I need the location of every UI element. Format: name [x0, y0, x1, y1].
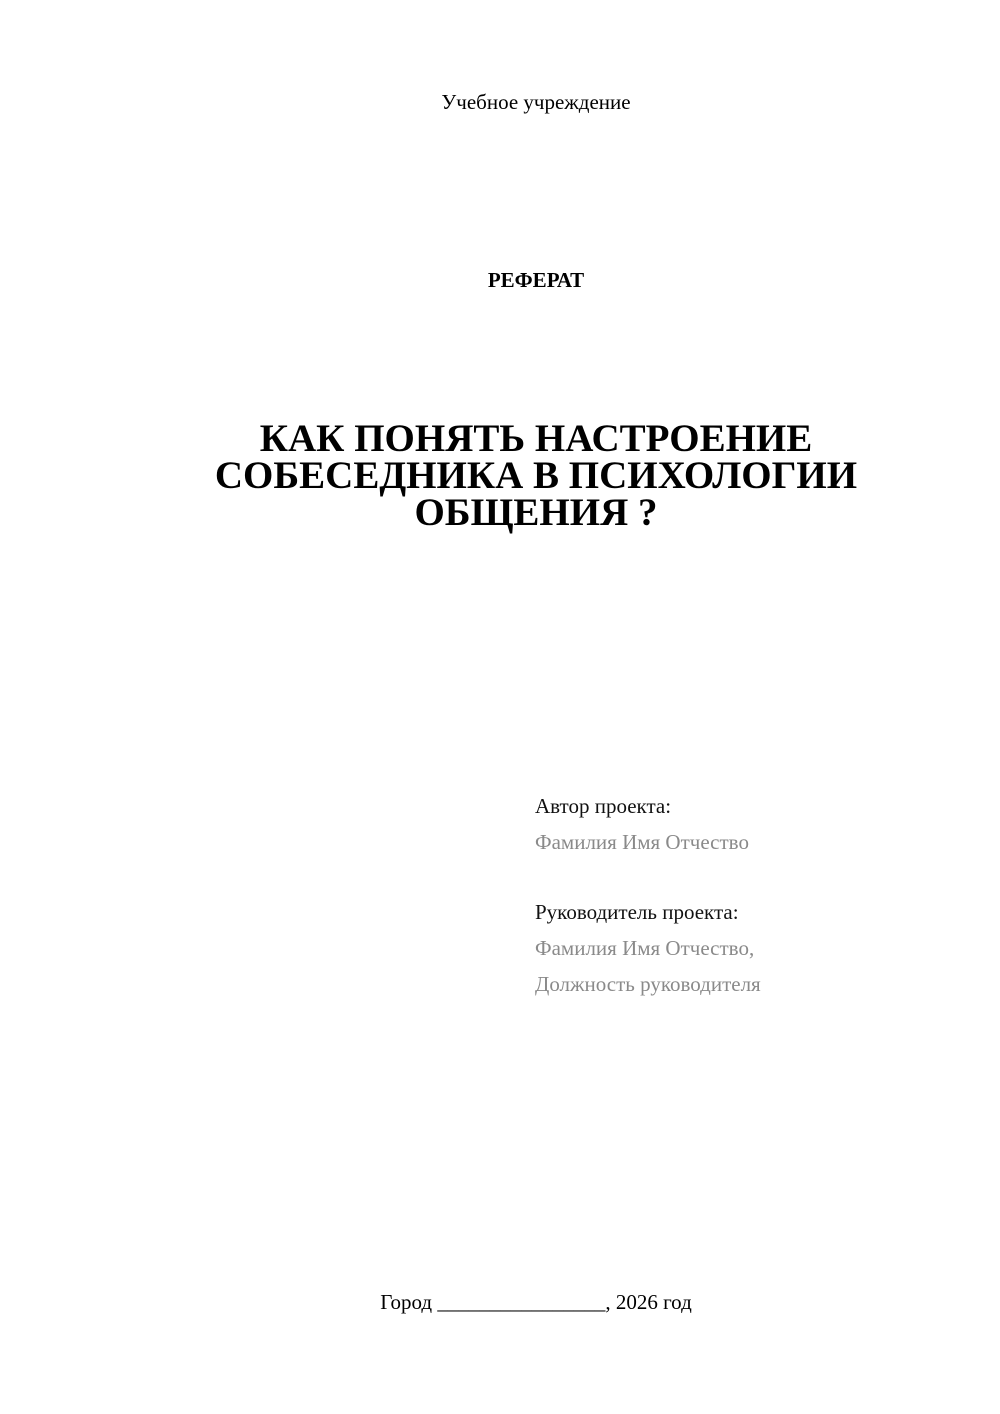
document-type: РЕФЕРАТ: [487, 268, 585, 292]
credits-block: [535, 788, 761, 1002]
institution-name: Учебное учреждение: [441, 90, 631, 114]
credits-spacer: [535, 860, 761, 894]
author-label: Автор проекта:: [535, 794, 672, 818]
supervisor-label: Руководитель проекта:: [535, 900, 739, 924]
document-title: [0, 417, 1000, 534]
supervisor-name: Фамилия Имя Отчество,: [535, 936, 755, 960]
title-line: ОБЩЕНИЯ ?: [414, 491, 658, 534]
title-line: КАК ПОНЯТЬ НАСТРОЕНИЕ: [259, 417, 813, 460]
title-line: СОБЕСЕДНИКА В ПСИХОЛОГИИ: [214, 454, 858, 497]
city-year-line: Город ________________, 2026 год: [380, 1290, 692, 1314]
supervisor-position: Должность руководителя: [535, 972, 761, 996]
author-name: Фамилия Имя Отчество: [535, 830, 749, 854]
